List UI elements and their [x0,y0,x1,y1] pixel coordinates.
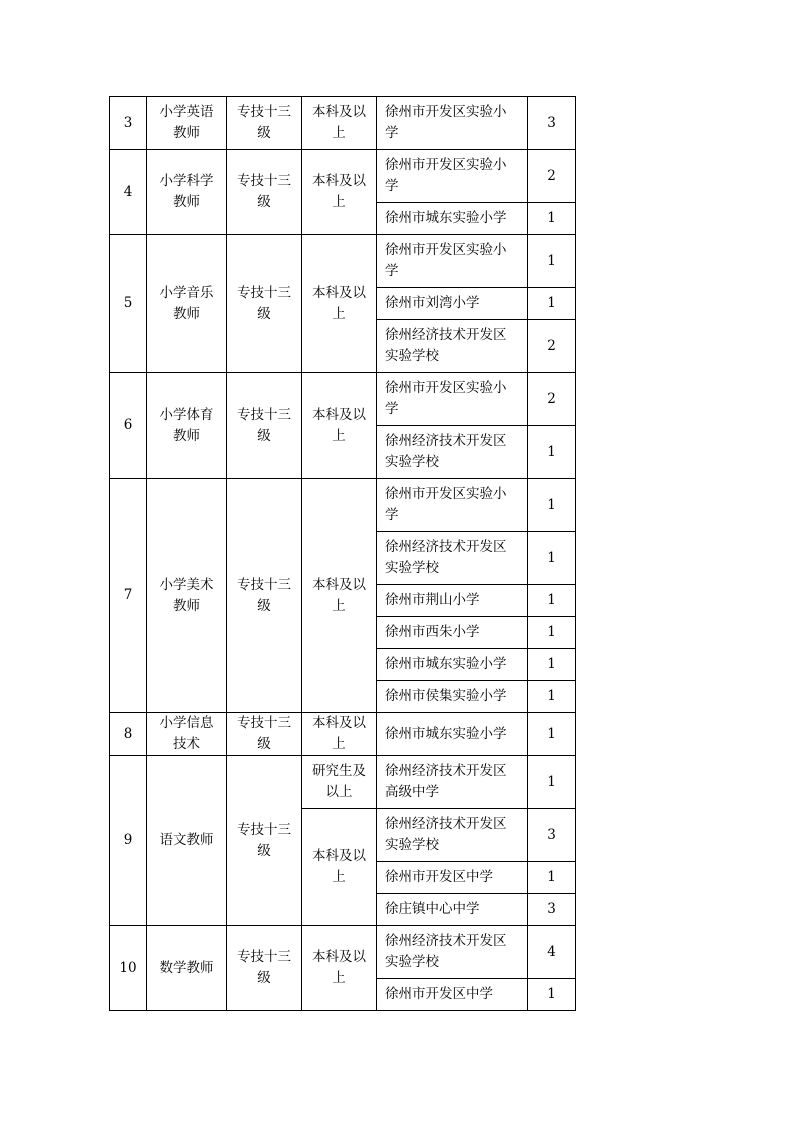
table-row [110,97,576,150]
school-name: 徐州市西朱小学 [377,617,528,649]
hire-count: 2 [528,320,576,373]
table-row [110,756,576,809]
table-row [110,926,576,979]
post-name: 小学科学教师 [147,150,227,235]
education-requirement: 本科及以上 [302,373,377,479]
school-name: 徐州经济技术开发区实验学校 [377,532,528,585]
table-row [110,373,576,426]
school-name: 徐州市荆山小学 [377,585,528,617]
school-name: 徐州经济技术开发区实验学校 [377,426,528,479]
hire-count: 1 [528,426,576,479]
hire-count: 1 [528,681,576,713]
post-name: 数学教师 [147,926,227,1011]
table-row [110,479,576,532]
hire-count: 2 [528,373,576,426]
post-name: 语文教师 [147,756,227,926]
position-level: 专技十三级 [227,479,302,713]
group-number: 7 [110,479,147,713]
school-name: 徐州市城东实验小学 [377,713,528,756]
group-number: 10 [110,926,147,1011]
position-level: 专技十三级 [227,756,302,926]
education-requirement: 研究生及以上 [302,756,377,809]
education-requirement: 本科及以上 [302,926,377,1011]
school-name: 徐州市开发区中学 [377,862,528,894]
school-name: 徐州市城东实验小学 [377,203,528,235]
school-name: 徐州经济技术开发区实验学校 [377,926,528,979]
school-name: 徐州市刘湾小学 [377,288,528,320]
position-level: 专技十三级 [227,926,302,1011]
school-name: 徐州市城东实验小学 [377,649,528,681]
school-name: 徐庄镇中心中学 [377,894,528,926]
school-name: 徐州经济技术开发区高级中学 [377,756,528,809]
hire-count: 3 [528,894,576,926]
position-level: 专技十三级 [227,235,302,373]
group-number: 3 [110,97,147,150]
hire-count: 1 [528,288,576,320]
group-number: 9 [110,756,147,926]
post-name: 小学音乐教师 [147,235,227,373]
school-name: 徐州市开发区实验小学 [377,150,528,203]
hire-count: 2 [528,150,576,203]
group-number: 8 [110,713,147,756]
position-level: 专技十三级 [227,150,302,235]
school-name: 徐州市开发区中学 [377,979,528,1011]
post-name: 小学体育教师 [147,373,227,479]
hire-count: 4 [528,926,576,979]
school-name: 徐州市开发区实验小学 [377,97,528,150]
group-number: 5 [110,235,147,373]
education-requirement: 本科及以上 [302,97,377,150]
hire-count: 1 [528,713,576,756]
education-requirement: 本科及以上 [302,713,377,756]
school-name: 徐州市开发区实验小学 [377,235,528,288]
school-name: 徐州经济技术开发区实验学校 [377,320,528,373]
hire-count: 1 [528,617,576,649]
post-name: 小学信息技术 [147,713,227,756]
position-level: 专技十三级 [227,373,302,479]
table-body [110,97,576,1011]
school-name: 徐州经济技术开发区实验学校 [377,809,528,862]
education-requirement: 本科及以上 [302,235,377,373]
group-number: 6 [110,373,147,479]
school-name: 徐州市开发区实验小学 [377,373,528,426]
hire-count: 1 [528,479,576,532]
table-row [110,235,576,288]
hire-count: 1 [528,203,576,235]
group-number: 4 [110,150,147,235]
hire-count: 1 [528,532,576,585]
hire-count: 1 [528,979,576,1011]
recruitment-table [109,96,576,1011]
position-level: 专技十三级 [227,713,302,756]
post-name: 小学美术教师 [147,479,227,713]
hire-count: 1 [528,235,576,288]
hire-count: 3 [528,97,576,150]
hire-count: 3 [528,809,576,862]
post-name: 小学英语教师 [147,97,227,150]
education-requirement: 本科及以上 [302,479,377,713]
hire-count: 1 [528,649,576,681]
position-level: 专技十三级 [227,97,302,150]
education-requirement: 本科及以上 [302,809,377,926]
school-name: 徐州市侯集实验小学 [377,681,528,713]
hire-count: 1 [528,585,576,617]
table-row [110,150,576,203]
hire-count: 1 [528,756,576,809]
school-name: 徐州市开发区实验小学 [377,479,528,532]
table-row [110,713,576,756]
education-requirement: 本科及以上 [302,150,377,235]
hire-count: 1 [528,862,576,894]
